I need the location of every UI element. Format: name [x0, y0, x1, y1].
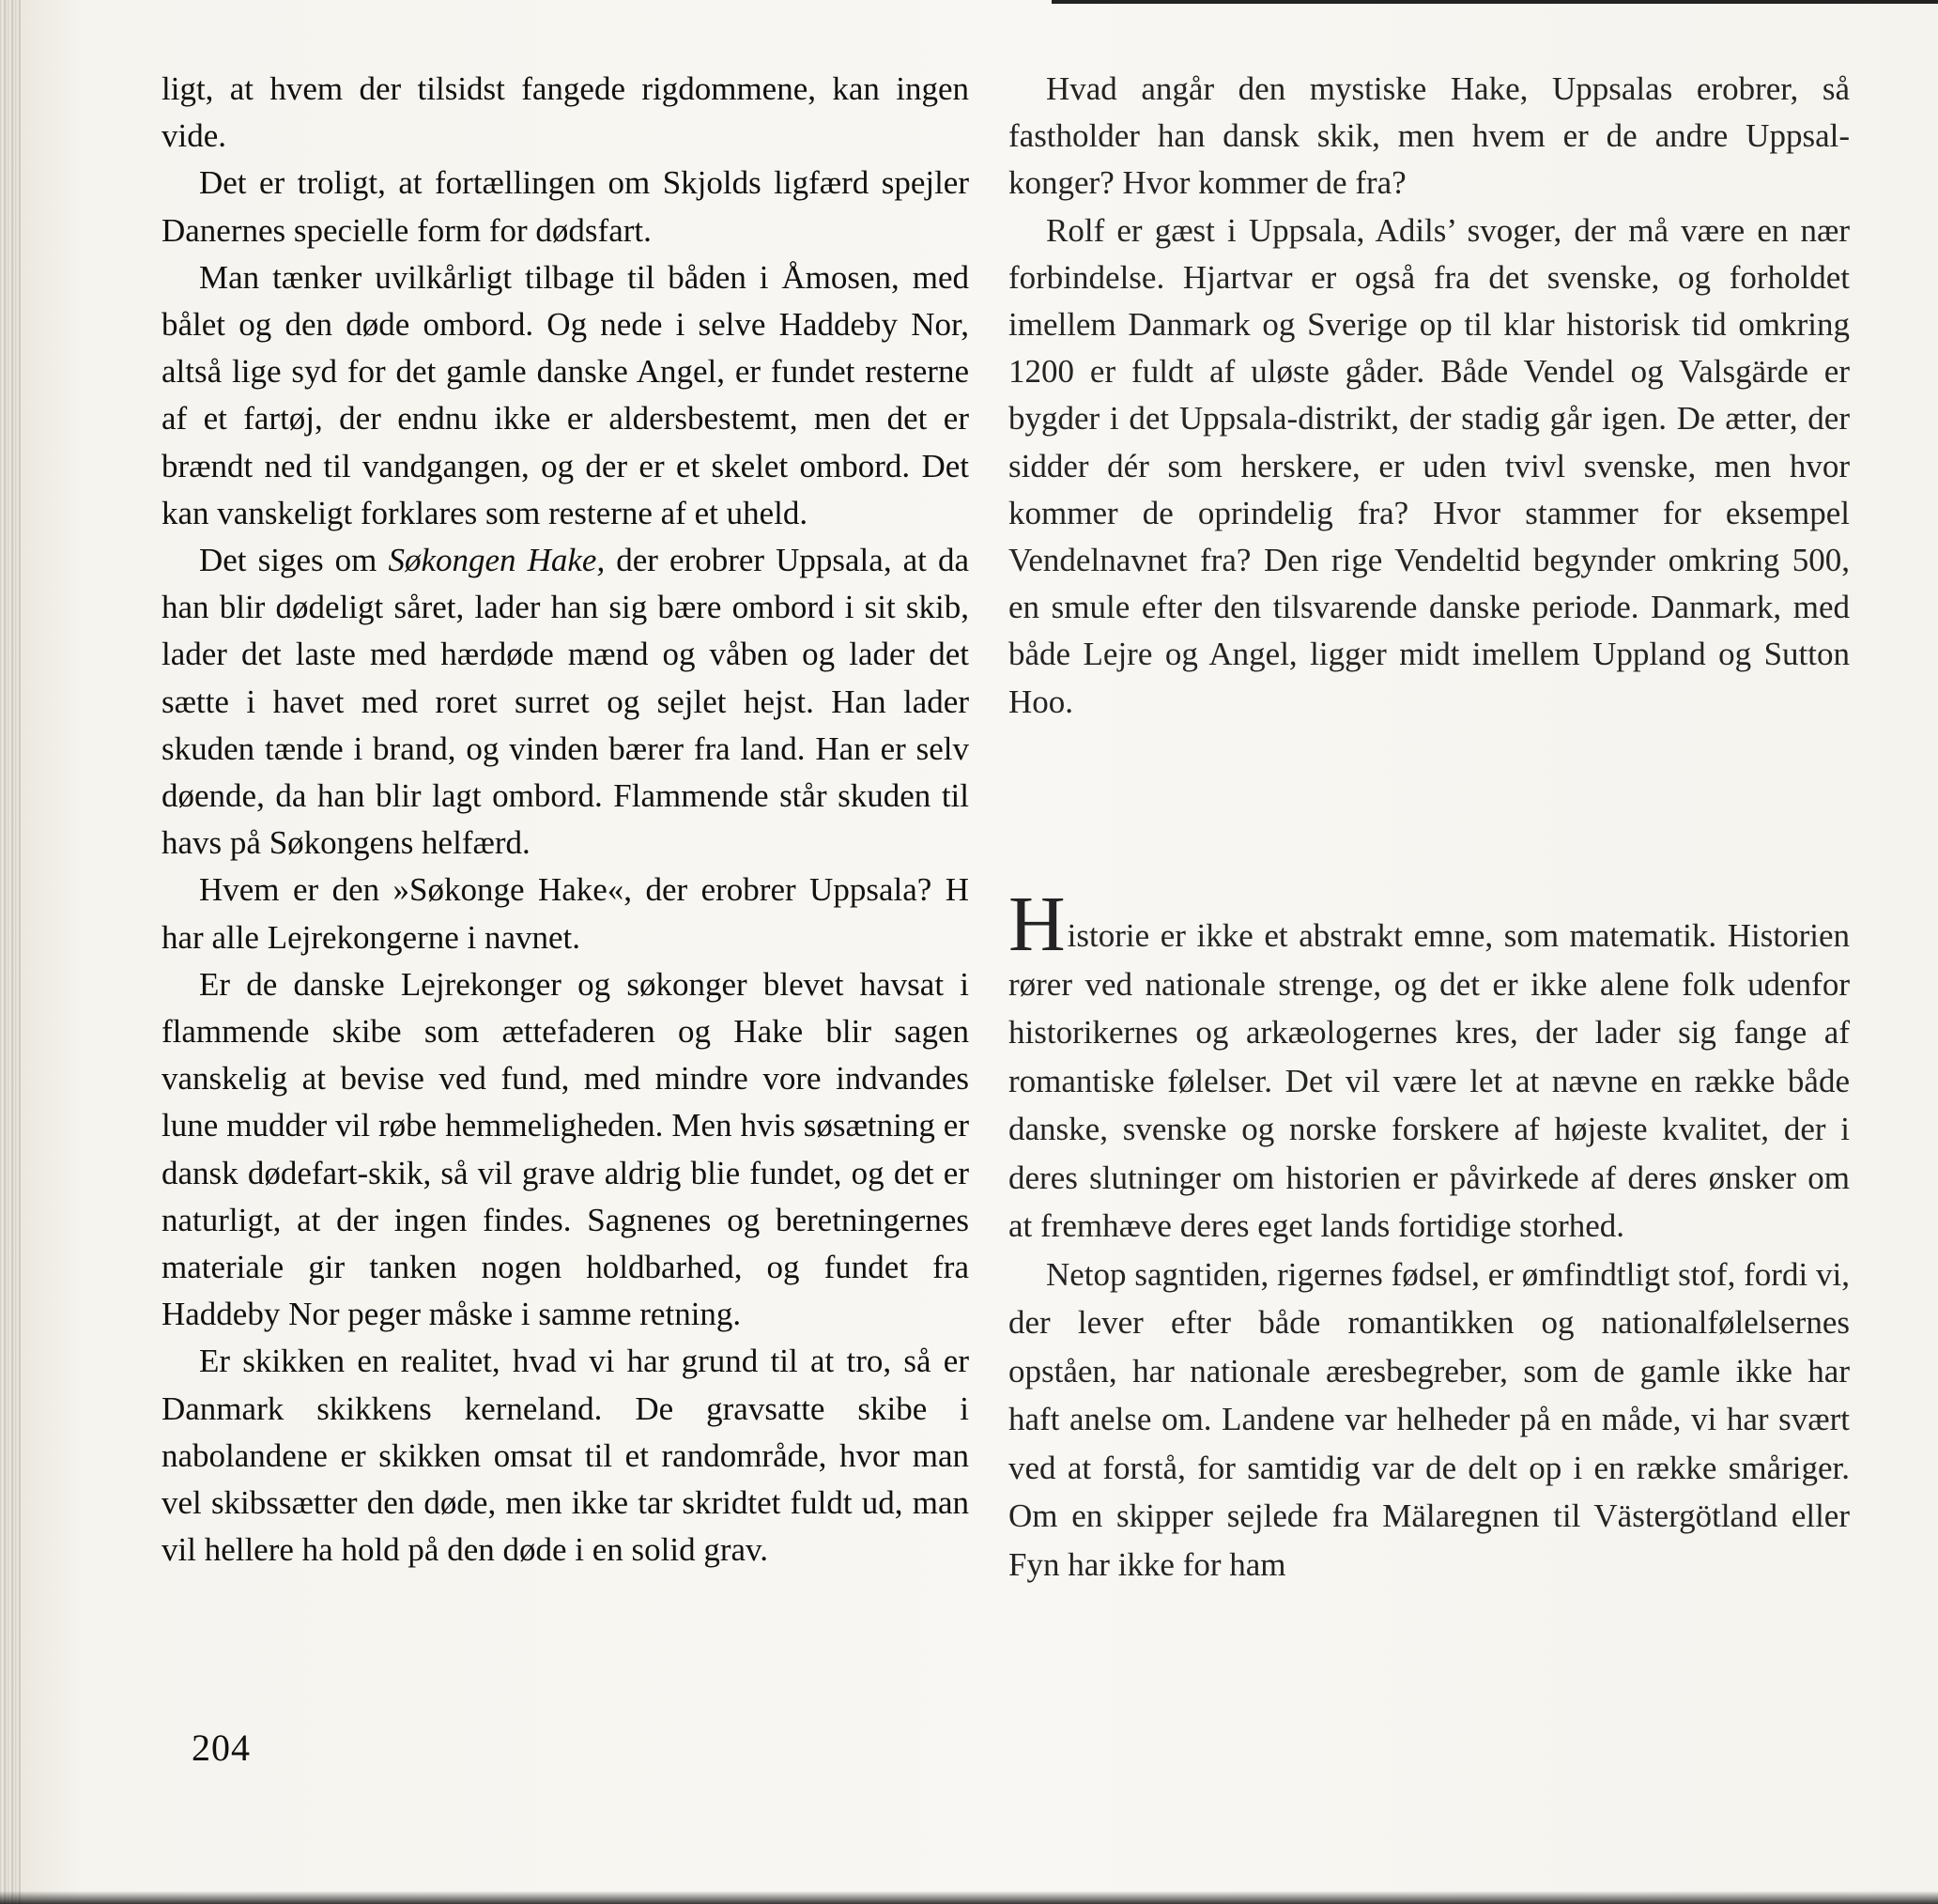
paragraph: Er de danske Lejrekonger og søkonger blevet havsat i flammende skibe som ættefaderen og Hake blir sagen vanskelig at bevise ved fund, med mindre vore indvandes lune mudder vil røbe hemmeligheden. Men hvis søsætning er dansk dødefart-skik, så vil grave aldrig blie fundet, og det er naturligt, at der ingen findes. Sagnenes og beretningernes materiale gir tanken nogen holdbarhed, og fundet fra Haddeby Nor peger måske i samme retning.: [162, 965, 969, 1333]
right-text-column: [1008, 66, 1850, 726]
paragraph-text: istorie er ikke et abstrakt emne, som matematik. Historien rører ved nationale strenge, og det er ikke alene folk udenfor historikernes og arkæologernes kres, der lader sig fange af romantiske følelser. Det vil være let at nævne en række både danske, svenske og norske forskere af højeste kvalitet, der i deres slutninger om historien er påvirkede af deres ønsker om at fremhæve deres eget lands fortidige storhed.: [1008, 917, 1850, 1244]
paragraph: Er skikken en realitet, hvad vi har grund til at tro, så er Danmark skikkens kerneland. De gravsatte skibe i nabolandene er skikken omsat til et randområde, hvor man vel skibssætter den døde, men ikke tar skridtet fuldt ud, man vil hellere ha hold på den døde i en solid grav.: [162, 1343, 969, 1569]
paragraph-hake: [162, 537, 969, 867]
paragraph: Man tænker uvilkårligt tilbage til båden i Åmosen, med bålet og den døde ombord. Og nede i selve Haddeby Nor, altså lige syd for det gamle danske Angel, er fundet resterne af et fartøj, der endnu ikke er aldersbestemt, men det er brændt ned til vandgangen, og der er et skelet ombord. Det kan vanskeligt forklares som resterne af et uheld.: [162, 258, 969, 531]
new-section: [1008, 881, 1850, 1589]
page-bottom-shadow: [0, 1891, 1938, 1904]
section-first-paragraph: [1008, 881, 1850, 1251]
paragraph: Netop sagntiden, rigernes fødsel, er ømfindtligt stof, fordi vi, der lever efter både romantikken og nationalfølelsernes opståen, har nationale æresbegreber, som de gamle ikke har haft anelse om. Landene var helheder på en måde, vi har svært ved at forstå, for samtidig var de delt op i en række småriger. Om en skipper sejlede fra Mälaregnen til Västergötland eller Fyn har ikke for ham: [1008, 1255, 1850, 1583]
paragraph-text: der erobrer Uppsala, at da han blir dødeligt såret, lader han sig bære ombord i sit skib, lader det laste med hærdøde mænd og våben og lader det sætte i havet med roret surret og sejlet hejst. Han lader skuden tænde i brand, og vinden bærer fra land. Han er selv døende, da han blir lagt ombord. Flammende står skuden til havs på Søkongens helfærd.: [162, 542, 969, 862]
paragraph-text: Det siges om: [199, 542, 389, 579]
paragraph: Rolf er gæst i Uppsala, Adils’ svoger, der må være en nær forbindelse. Hjartvar er også fra det svenske, og forholdet imellem Danmark og Sverige op til klar historisk tid omkring 1200 er fuldt af uløste gåder. Både Vendel og Valsgärde er bygder i det Uppsala-distrikt, der stadig går igen. De ætter, der sidder dér som herskere, er uden tvivl svenske, men hvor kommer de oprindelig fra? Hvor stammer for eksempel Vendelnavnet fra? Den rige Vendeltid begynder omkring 500, en smule efter den tilsvarende danske periode. Danmark, med både Lejre og Angel, ligger midt imellem Uppland og Sutton Hoo.: [1008, 211, 1850, 720]
italic-name: Søkongen Hake,: [388, 542, 606, 579]
paragraph: Det er troligt, at fortællingen om Skjolds ligfærd spejler Danernes specielle form for dødsfart.: [162, 164, 969, 249]
left-text-column: [162, 66, 969, 1574]
paragraph: Hvem er den »Søkonge Hake«, der erobrer Uppsala? H har alle Lejrekongerne i navnet.: [162, 871, 969, 956]
paragraph: Hvad angår den mystiske Hake, Uppsalas erobrer, så fastholder han dansk skik, men hvem er de andre Uppsal-konger? Hvor kommer de fra?: [1008, 70, 1850, 202]
book-binding-edge: [0, 0, 21, 1904]
drop-cap: H: [1008, 881, 1066, 968]
paragraph: ligt, at hvem der tilsidst fangede rigdommene, kan ingen vide.: [162, 70, 969, 155]
facing-page-edge: [1052, 0, 1938, 4]
page-number: 204: [192, 1727, 251, 1769]
